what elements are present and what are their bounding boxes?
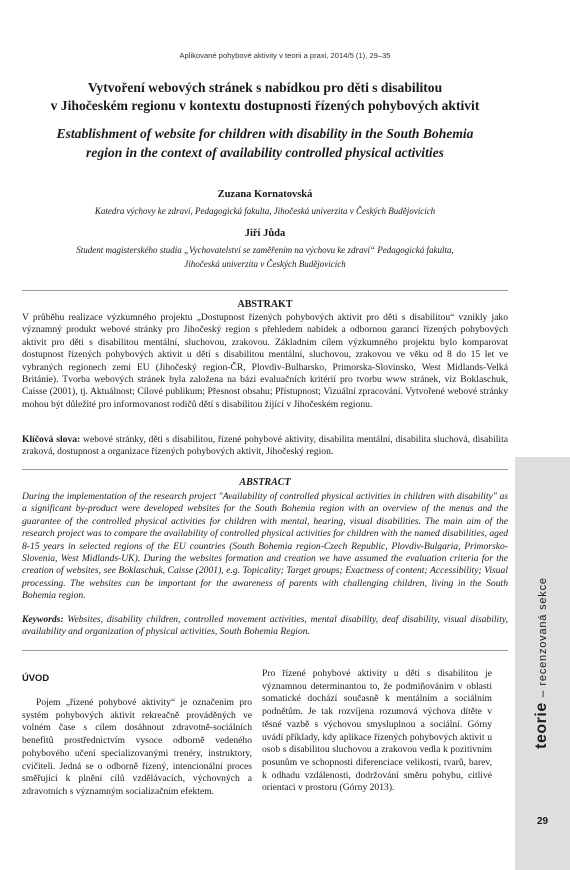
title-czech	[22, 79, 508, 115]
divider	[22, 469, 508, 470]
keywords-text: webové stránky, děti s disabilitou, řízené pohybové aktivity, disabilita mentální, disabilita sluchová, disabilita zraková, dostupnost a organizace řízených pohybových aktivit, Jihočeský region.	[22, 434, 508, 458]
paragraph: Pro řízené pohybové aktivity u dětí s disabilitou je významnou determinantou to, že podmiňováním v oblasti somatické dochází současně k mentálním a sociálním podnětům. Je tak rozvíjena rozumová výchova dítěte v těsné vazbě s výchovou smysluplnou a sociální. Górny uvádí příklady, kdy aplikace řízených pohybových aktivit u osob s disabilitou sluchovou a zrakovou vedla k pozitivním posunům ve schopnosti diferenciace velikosti, tvarů, barev, k odhadu vzdálenosti, dodržování směru pohybu, citlivé orientaci v prostoru (Górny 2013).	[262, 668, 492, 794]
title-english-line: region in the context of availability controlled physical activities	[86, 145, 444, 160]
title-english	[22, 124, 508, 162]
keywords-label: Klíčová slova:	[22, 434, 81, 445]
body-column-right	[262, 668, 492, 795]
sidebar-label-sub: recenzovaná sekce	[537, 577, 549, 686]
affiliation-line: Katedra výchovy ke zdraví, Pedagogická fakulta, Jihočeská univerzita v Českých Budějovicích	[94, 206, 436, 216]
journal-header: Aplikované pohybové aktivity v teorii a praxi, 2014/5 (1), 29–35	[179, 51, 391, 60]
abstract-body-en: During the implementation of the research project "Availability of controlled physical activities in children with disability" as a significant by-product were developed websites for the South Bohemia region with an overview of the menus and the guarantee of the controlled physical activities for children with mental, hearing, visual disabilities. The main aim of the research project was to compare the availability of controlled physical activities for children with the named disabilities, aged 8-15 years in selected regions of the EU countries (South Bohemia region-Czech Republic, Plovdiv-Bulgaria, Primorsko-Slovenia, West Midlands-UK). During the websites formation and creation we have assumed the evaluation criteria for the creation of websites, see Boklaschuk, Caisse (2001), e.g. Topicality; Target groups; Exactness of content; Accessibility; Visual processing. The websites can be important for the awareness of parents with challenging children, living in the South Bohemia region.	[22, 491, 508, 602]
abstract-heading-en: ABSTRACT	[239, 477, 291, 488]
keywords-label: Keywords:	[22, 614, 64, 625]
author-affiliation	[22, 244, 508, 271]
body-column-left	[22, 697, 252, 799]
abstract-heading: ABSTRAKT	[237, 299, 293, 310]
affiliation-line: Jihočeská univerzita v Českých Budějovicích	[184, 258, 346, 269]
keywords-cz	[22, 434, 508, 459]
sidebar-label-dash: –	[535, 690, 549, 698]
section-title: ÚVOD	[22, 672, 50, 683]
author-affiliation	[22, 205, 508, 219]
sidebar-label-strong: teorie	[533, 702, 550, 749]
title-czech-line: v Jihočeském regionu v kontextu dostupnosti řízených pohybových aktivit	[50, 98, 480, 113]
paragraph: Pojem „řízené pohybové aktivity“ je označením pro systém pohybových aktivit rekreačně prováděných ve volném čase s cílem dosáhnout zdravotně-sociálních benefitů prostřednictvím vysoce odborně vedeného pohybového učení specializovanými trenéry, instruktory, cvičiteli. Jedná se o odborně řízený, intencionální proces směřující k plnění cílů vzdělávacích, výchovných a zdravotních s významným socializačním efektem.	[22, 697, 252, 797]
keywords-text: Websites, disability children, controlled movement activities, mental disability, deaf disability, visual disability, availability and organization of physical activities, South Bohemia Region.	[22, 614, 508, 638]
author-name: Jiří Jůda	[244, 228, 286, 239]
title-english-line: Establishment of website for children with disability in the South Bohemia	[56, 126, 474, 141]
divider	[22, 290, 508, 291]
title-czech-line: Vytvoření webových stránek s nabídkou pro děti s disabilitou	[87, 80, 443, 95]
affiliation-line: Student magisterského studia „Vychovatelství se zaměřením na výchovu ke zdraví“ Pedagogická fakulta,	[76, 245, 454, 255]
page-number: 29	[536, 816, 549, 827]
abstract-body-cz: V průběhu realizace výzkumného projektu „Dostupnost řízených pohybových aktivit pro děti s disabilitou“ vznikly jako významný produkt webové stránky pro Jihočeský region s přehledem nabídek a odbornou garancí řízených pohybových aktivit pro děti s disabilitou mentální, sluchovou, zrakovou. Základním cílem výzkumného projektu bylo komparovat dostupnost řízených pohybových aktivit u dětí s disabilitou mentální, sluchovou, zrakovou ve věku od 8 do 15 let ve vybraných regionech zemí EU (Jihočeský region-ČR, Plovdiv-Bulharsko, Primorska-Slovinsko, West Midlands-Velká Británie). Tvorba webových stránek byla založena na bázi evaluačních kritérií pro tvorbu www stránek, viz Boklaschuk, Caisse (2001), tj. Aktuálnost; Cílové publikum; Přesnost obsahu; Přístupnost; Vizuální zpracování. Vytvořené webové stránky mohou být důležité pro informovanost rodičů dětí s disabilitou žijící v Jihočeském regionu.	[22, 312, 508, 410]
author-name: Zuzana Kornatovská	[217, 189, 313, 200]
sidebar-label	[533, 577, 551, 749]
keywords-en	[22, 614, 508, 639]
divider	[22, 650, 508, 651]
